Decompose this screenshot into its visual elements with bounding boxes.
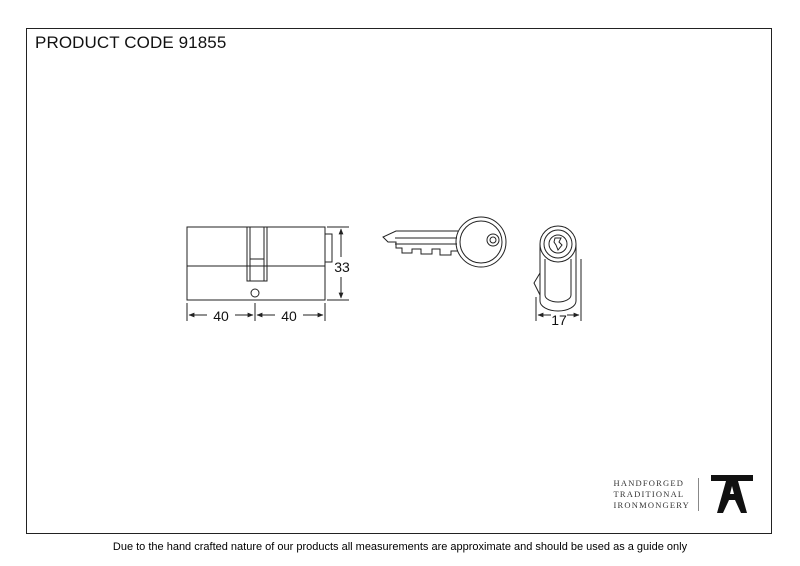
key-drawing [383,217,506,267]
brand-line: IRONMONGERY [613,499,690,510]
cam-profile [534,273,540,295]
dim-label-width-right: 40 [281,308,297,324]
product-code-title: PRODUCT CODE 91855 [35,33,227,52]
brand-block [614,469,757,519]
brand-tagline [614,478,699,511]
technical-drawing [27,29,773,535]
cylinder-side-view [187,227,332,300]
end-view-outer-ring [540,226,576,262]
dim-label-depth: 17 [551,312,567,328]
dim-label-height: 33 [334,259,350,275]
brand-line: TRADITIONAL [613,488,685,499]
brand-line: HANDFORGED [613,477,685,488]
cylinder-end-view [534,226,581,321]
keyway-slot [554,238,562,250]
key-bow-hole [487,234,499,246]
drawing-sheet [26,28,772,534]
width-dimensions [187,303,325,321]
disclaimer-footer: Due to the hand crafted nature of our products all measurements are approximate and should be used as a guide only [112,541,688,553]
key-blade [383,231,458,255]
anvil-logo-icon [707,472,757,516]
dim-label-width-left: 40 [213,308,229,324]
cylinder-end-cap [325,234,332,262]
fixing-hole [251,289,259,297]
